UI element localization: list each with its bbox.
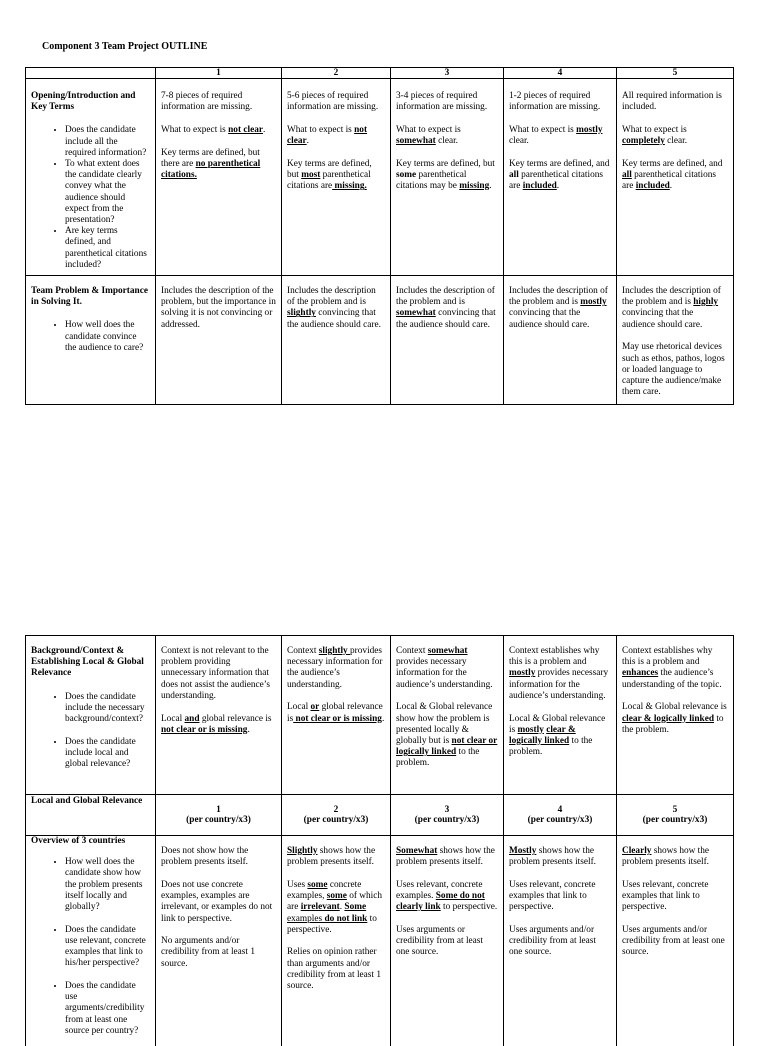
text-span: Includes the description of the problem and is: [622, 286, 721, 307]
descriptor-text: 3-4 pieces of required information are missing.: [396, 91, 498, 113]
text-span: convincing that the audience should care.: [509, 308, 589, 329]
emphasis-text: Clearly: [622, 846, 651, 856]
text-span: global relevance is: [200, 714, 272, 724]
score-header-4: [504, 795, 617, 836]
descriptor-text: [287, 880, 385, 936]
descriptor-text: Relies on opinion rather than arguments and/or credibility from at least 1 source.: [287, 947, 385, 992]
descriptor-cell-3: [391, 79, 504, 276]
text-span: to perspective.: [287, 914, 377, 935]
criterion-question: • Does the candidate include all the required information?: [65, 125, 150, 159]
text-span: Local: [287, 702, 311, 712]
criterion-questions: [31, 692, 150, 771]
text-span: What to expect is: [287, 125, 354, 135]
descriptor-text: [287, 125, 385, 147]
score-number: 4: [558, 805, 563, 815]
criterion-questions: [31, 320, 150, 354]
descriptor-cell-4: [504, 636, 617, 795]
descriptor-text: [287, 159, 385, 193]
text-span: concrete examples,: [287, 880, 361, 901]
text-span: Uses relevant, concrete examples.: [396, 880, 482, 901]
text-span: Key terms are defined, but: [396, 159, 495, 169]
text-span: .: [263, 125, 265, 135]
emphasis-text: somewhat: [396, 136, 436, 146]
descriptor-text: [396, 286, 498, 331]
header-blank-cell: [26, 68, 156, 79]
document-title: Component 3 Team Project OUTLINE: [42, 41, 207, 52]
text-span: What to expect is: [396, 125, 461, 135]
emphasis-text: and: [185, 714, 200, 724]
descriptor-text: Does not use concrete examples, examples are irrelevant, or examples do not link to perspective.: [161, 880, 276, 925]
text-span: convincing that the audience should care.: [622, 308, 702, 329]
score-header-2: [282, 795, 391, 836]
score-header-5: [617, 795, 734, 836]
criterion-question: • Are key terms defined, and parenthetical citations included?: [65, 226, 150, 271]
descriptor-text: 5-6 pieces of required information are missing.: [287, 91, 385, 113]
text-span: clear.: [436, 136, 458, 146]
descriptor-cell-5: [617, 836, 734, 1046]
criterion-title: Local and Global Relevance: [31, 796, 150, 807]
descriptor-text: 1-2 pieces of required information are missing.: [509, 91, 611, 113]
text-span: provides necessary information for the audience’s understanding.: [287, 646, 383, 690]
text-span: What to expect is: [622, 125, 687, 135]
text-span: Includes the description of the problem and is: [509, 286, 608, 307]
emphasis-text: all: [509, 170, 519, 180]
text-span: provides necessary information for the audience’s understanding.: [509, 668, 608, 700]
text-span: Includes the description of the problem and is: [287, 286, 376, 307]
descriptor-text: [287, 846, 385, 868]
descriptor-cell-2: [282, 276, 391, 405]
descriptor-cell-4: [504, 79, 617, 276]
emphasis-text: Somewhat: [396, 846, 437, 856]
text-span: .: [247, 725, 249, 735]
descriptor-text: [622, 159, 728, 193]
emphasis-text: Mostly: [509, 846, 536, 856]
emphasis-text: slightly: [319, 646, 350, 656]
text-span: convincing that the audience should care.: [287, 308, 381, 329]
score-header-1: 1: [156, 68, 282, 79]
text-span: Context: [287, 646, 319, 656]
descriptor-text: [396, 125, 498, 147]
descriptor-text: [509, 646, 611, 702]
emphasis-text: Slightly: [287, 846, 317, 856]
text-span: to the problem.: [396, 747, 479, 768]
text-span: What to expect is: [161, 125, 228, 135]
descriptor-text: [287, 286, 385, 331]
descriptor-text: Uses relevant, concrete examples that link to perspective.: [622, 880, 728, 914]
text-span: parenthetical citations may be: [396, 170, 466, 191]
underlined-text: examples: [287, 914, 324, 924]
text-span: shows how the problem presents itself.: [622, 846, 709, 867]
score-number: 3: [445, 805, 450, 815]
text-span: parenthetical citations are: [287, 170, 371, 191]
emphasis-text: mostly: [518, 725, 544, 735]
text-span: .: [670, 181, 672, 191]
descriptor-text: [396, 702, 498, 769]
score-subtitle: (per country/x3): [415, 815, 480, 825]
descriptor-text: No arguments and/or credibility from at least 1 source.: [161, 936, 276, 970]
text-span: .: [557, 181, 559, 191]
text-span: Includes the description of the problem and is: [396, 286, 495, 307]
criterion-cell: [26, 276, 156, 405]
text-span: .: [307, 136, 309, 146]
descriptor-text: [287, 646, 385, 691]
text-span: shows how the problem presents itself.: [396, 846, 495, 867]
text-span: Local & Global relevance is: [622, 702, 727, 712]
score-header-4: 4: [504, 68, 617, 79]
descriptor-text: [622, 646, 728, 691]
descriptor-text: [622, 846, 728, 868]
text-span: .: [382, 714, 384, 724]
rubric-table-1: [25, 67, 734, 405]
emphasis-text: do not link: [324, 914, 367, 924]
text-span: the audience’s understanding of the topic.: [622, 668, 722, 689]
text-span: Context establishes why this is a problem and: [509, 646, 599, 667]
descriptor-text: [161, 714, 276, 736]
descriptor-text: Includes the description of the problem, but the importance in solving it is not convincing or addressed.: [161, 286, 276, 331]
text-span: parenthetical citations are: [509, 170, 603, 191]
emphasis-text: Some: [344, 902, 366, 912]
score-number: 2: [334, 805, 339, 815]
score-header-1: [156, 795, 282, 836]
text-span: clear.: [665, 136, 687, 146]
text-span: to the problem.: [509, 736, 592, 757]
emphasis-text: not clear or is missing: [293, 714, 382, 724]
descriptor-text: [509, 286, 611, 331]
descriptor-text: [396, 880, 498, 914]
text-span: shows how the problem presents itself.: [509, 846, 596, 867]
criterion-question: • Does the candidate use arguments/credibility from at least one source per country?: [65, 981, 150, 1037]
emphasis-text: included: [636, 181, 670, 191]
text-span: Context: [396, 646, 428, 656]
descriptor-text: All required information is included.: [622, 91, 728, 113]
emphasis-text: clear & logically linked: [622, 714, 714, 724]
criterion-question: • How well does the candidate show how the problem presents itself locally and globally?: [65, 857, 150, 913]
emphasis-text: slightly: [287, 308, 316, 318]
descriptor-cell-5: [617, 79, 734, 276]
criterion-question: • Does the candidate include local and global relevance?: [65, 737, 150, 771]
descriptor-text: [396, 646, 498, 691]
criterion-question: • Does the candidate use relevant, concrete examples that link to his/her perspective?: [65, 925, 150, 970]
descriptor-cell-3: [391, 276, 504, 405]
score-subtitle: (per country/x3): [304, 815, 369, 825]
criterion-cell: [26, 795, 156, 836]
descriptor-text: May use rhetorical devices such as ethos, pathos, logos or loaded language to capture the audience/make them care.: [622, 342, 728, 398]
descriptor-cell-2: [282, 636, 391, 795]
criterion-cell: [26, 636, 156, 795]
emphasis-text: enhances: [622, 668, 658, 678]
criterion-title: Background/Context & Establishing Local & Global Relevance: [31, 646, 150, 680]
score-subtitle: (per country/x3): [643, 815, 708, 825]
text-span: global relevance is: [287, 702, 383, 723]
descriptor-text: [396, 846, 498, 868]
descriptor-text: [622, 702, 728, 736]
descriptor-text: Uses arguments or credibility from at least one source.: [396, 925, 498, 959]
emphasis-text: most: [301, 170, 320, 180]
descriptor-cell-4: [504, 836, 617, 1046]
score-header-row: [26, 68, 734, 79]
rubric-row-opening: [26, 79, 734, 276]
rubric-row-local-global-header: [26, 795, 734, 836]
descriptor-text: 7-8 pieces of required information are missing.: [161, 91, 276, 113]
descriptor-cell-1: [156, 636, 282, 795]
descriptor-text: [161, 148, 276, 182]
emphasis-text: or: [311, 702, 320, 712]
text-span: Local: [161, 714, 185, 724]
text-span: Local & Global relevance is: [509, 714, 605, 735]
text-span: Local & Global relevance show how the problem is presented locally & globally but is: [396, 702, 492, 746]
descriptor-cell-2: [282, 836, 391, 1046]
emphasis-text: not clear: [228, 125, 263, 135]
rubric-table-2: [25, 635, 734, 1046]
emphasis-text: irrelevant: [301, 902, 340, 912]
criterion-questions: [31, 857, 150, 1037]
emphasis-text: mostly: [576, 125, 602, 135]
text-span: shows how the problem presents itself.: [287, 846, 375, 867]
emphasis-text: some: [307, 880, 327, 890]
emphasis-text: included: [523, 181, 557, 191]
text-span: Key terms are defined, and: [509, 159, 609, 169]
emphasis-text: somewhat: [396, 308, 436, 318]
text-span: of which are: [287, 891, 382, 912]
descriptor-text: [622, 286, 728, 331]
criterion-question: • Does the candidate include the necessary background/context?: [65, 692, 150, 726]
descriptor-text: Uses arguments and/or credibility from at least one source.: [622, 925, 728, 959]
descriptor-text: [622, 125, 728, 147]
score-header-3: [391, 795, 504, 836]
criterion-title: Team Problem & Importance in Solving It.: [31, 286, 150, 308]
rubric-row-team-problem: [26, 276, 734, 405]
emphasis-text: not clear or is missing: [161, 725, 247, 735]
score-header-5: 5: [617, 68, 734, 79]
text-span: to perspective.: [441, 902, 498, 912]
emphasis-text: somewhat: [428, 646, 468, 656]
rubric-row-overview-countries: [26, 836, 734, 1046]
descriptor-cell-1: [156, 836, 282, 1046]
emphasis-text: some: [396, 170, 416, 180]
descriptor-cell-3: [391, 836, 504, 1046]
criterion-title: Overview of 3 countries: [31, 836, 150, 847]
emphasis-text: no parenthetical citations.: [161, 159, 260, 180]
text-span: .: [489, 181, 491, 191]
descriptor-cell-1: [156, 79, 282, 276]
text-span: convincing that the audience should care.: [396, 308, 496, 329]
descriptor-text: Uses arguments and/or credibility from at least one source.: [509, 925, 611, 959]
emphasis-text: clear & logically linked: [509, 725, 576, 746]
score-header-3: 3: [391, 68, 504, 79]
rubric-row-background: [26, 636, 734, 795]
text-span: Key terms are defined, but: [287, 159, 372, 180]
emphasis-text: some: [327, 891, 347, 901]
score-number: 1: [216, 805, 221, 815]
score-number: 5: [673, 805, 678, 815]
emphasis-text: missing: [459, 181, 489, 191]
descriptor-text: [161, 125, 276, 136]
text-span: parenthetical citations are: [622, 170, 716, 191]
score-header-2: 2: [282, 68, 391, 79]
descriptor-text: [509, 714, 611, 759]
text-span: What to expect is: [509, 125, 576, 135]
descriptor-cell-3: [391, 636, 504, 795]
descriptor-text: [509, 159, 611, 193]
emphasis-text: missing.: [332, 181, 367, 191]
criterion-cell: [26, 79, 156, 276]
criterion-question: • To what extent does the candidate clearly convey what the audience should expect from the presentation?: [65, 159, 150, 226]
criterion-questions: [31, 125, 150, 271]
emphasis-text: completely: [622, 136, 665, 146]
descriptor-text: Context is not relevant to the problem providing unnecessary information that does not assist the audience’s understanding.: [161, 646, 276, 702]
descriptor-text: [287, 702, 385, 724]
text-span: to the problem.: [622, 714, 724, 735]
descriptor-text: [509, 846, 611, 868]
emphasis-text: all: [622, 170, 632, 180]
text-span: .: [340, 902, 345, 912]
text-span: Key terms are defined, and: [622, 159, 722, 169]
descriptor-text: [396, 159, 498, 193]
emphasis-text: highly: [693, 297, 718, 307]
text-span: clear.: [509, 136, 529, 146]
emphasis-text: not clear or logically linked: [396, 736, 497, 757]
criterion-title: Opening/Introduction and Key Terms: [31, 91, 150, 113]
criterion-question: • How well does the candidate convince the audience to care?: [65, 320, 150, 354]
score-subtitle: (per country/x3): [528, 815, 593, 825]
emphasis-text: mostly: [580, 297, 606, 307]
descriptor-text: Uses relevant, concrete examples that link to perspective.: [509, 880, 611, 914]
text-span: Key terms are defined, but there are: [161, 148, 260, 169]
descriptor-cell-5: [617, 636, 734, 795]
emphasis-text: mostly: [509, 668, 535, 678]
descriptor-text: Does not show how the problem presents itself.: [161, 846, 276, 868]
text-span: Context establishes why this is a problem and: [622, 646, 712, 667]
descriptor-cell-2: [282, 79, 391, 276]
emphasis-text: not clear: [287, 125, 367, 146]
text-span: provides necessary information for the audience’s understanding.: [396, 657, 493, 689]
score-subtitle: (per country/x3): [186, 815, 251, 825]
descriptor-cell-4: [504, 276, 617, 405]
descriptor-cell-5: [617, 276, 734, 405]
emphasis-text: Some do not clearly link: [396, 891, 485, 912]
text-span: Uses: [287, 880, 307, 890]
descriptor-cell-1: [156, 276, 282, 405]
descriptor-text: [509, 125, 611, 147]
criterion-cell: [26, 836, 156, 1046]
